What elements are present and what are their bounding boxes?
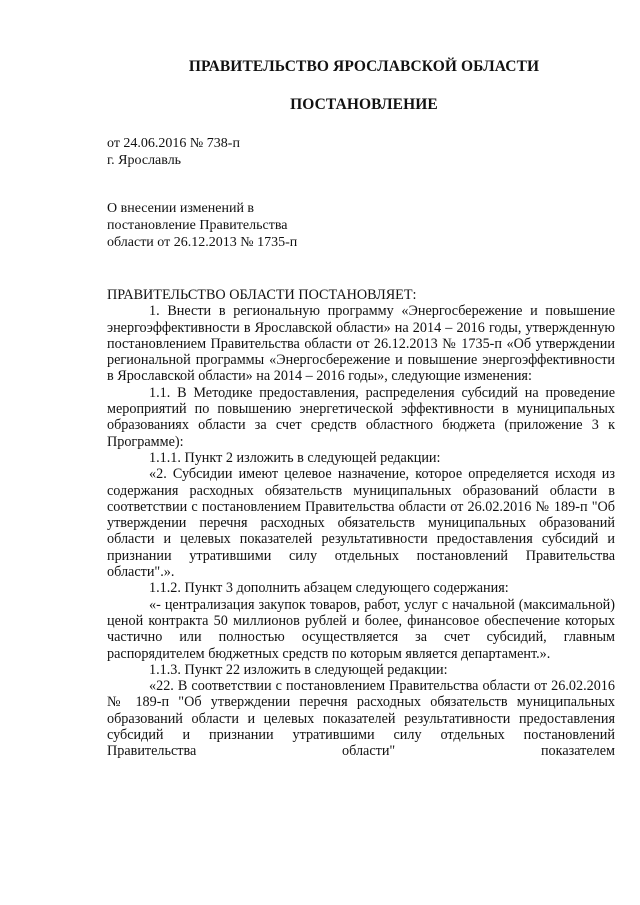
subject-line: О внесении изменений в: [107, 201, 255, 216]
document-subject: [107, 200, 297, 251]
document-type-title: ПОСТАНОВЛЕНИЕ: [290, 96, 438, 113]
paragraph: 1.1. В Методике предоставления, распределения субсидий на проведение мероприятий по повышению энергетической эффективности в муниципальных образованиях области за счет средств областного бюджета (приложение 3 к Программе):: [107, 384, 615, 450]
document-body: [107, 287, 615, 760]
paragraph: «22. В соответствии с постановлением Правительства области от 26.02.2016 № 189-п "Об утверждении перечня расходных обязательств муниципальных образований области и целевых показателей результативности предоставления субсидий и признании утратившими силу отдельных постановлений Правительства области" показателем: [107, 678, 615, 760]
government-title: ПРАВИТЕЛЬСТВО ЯРОСЛАВСКОЙ ОБЛАСТИ: [188, 58, 540, 75]
subject-line: области от 26.12.2013 № 1735-п: [107, 235, 298, 250]
document-date-block: [107, 135, 240, 169]
paragraph: 1.1.2. Пункт 3 дополнить абзацем следующего содержания:: [149, 580, 509, 597]
paragraph: 1.1.3. Пункт 22 изложить в следующей редакции:: [149, 661, 448, 678]
paragraph: «- централизация закупок товаров, работ, услуг с начальной (максимальной) ценой контракта 50 миллионов рублей и более, финансовое обеспечение которых частично или полностью осуществляется за счет субсидий, главным распорядителем бюджетных средств по которым является департамент.».: [107, 596, 615, 662]
paragraph: 1.1.1. Пункт 2 изложить в следующей редакции:: [149, 449, 441, 466]
paragraph: «2. Субсидии имеют целевое назначение, которое определяется исходя из содержания расходных обязательств муниципальных образований области в соответствии с постановлением Правительства области от 26.02.2016 № 189-п "Об утверждении перечня расходных обязательств муниципальных образований области и целевых показателей результативности предоставления субсидий и признании утратившими силу отдельных постановлений Правительства области".».: [107, 466, 615, 581]
paragraph: 1. Внести в региональную программу «Энергосбережение и повышение энергоэффективности в Ярославской области» на 2014 – 2016 годы, утвержденную постановлением Правительства области от 26.12.2013 № 1735-п «Об утверждении региональной программы «Энергосбережение и повышение энергоэффективности в Ярославской области» на 2014 – 2016 годы», следующие изменения:: [107, 303, 615, 385]
subject-line: постановление Правительства: [107, 218, 288, 233]
decree-heading: ПРАВИТЕЛЬСТВО ОБЛАСТИ ПОСТАНОВЛЯЕТ:: [107, 287, 417, 303]
date-number: от 24.06.2016 № 738-п: [107, 136, 240, 151]
city: г. Ярославль: [107, 153, 182, 168]
